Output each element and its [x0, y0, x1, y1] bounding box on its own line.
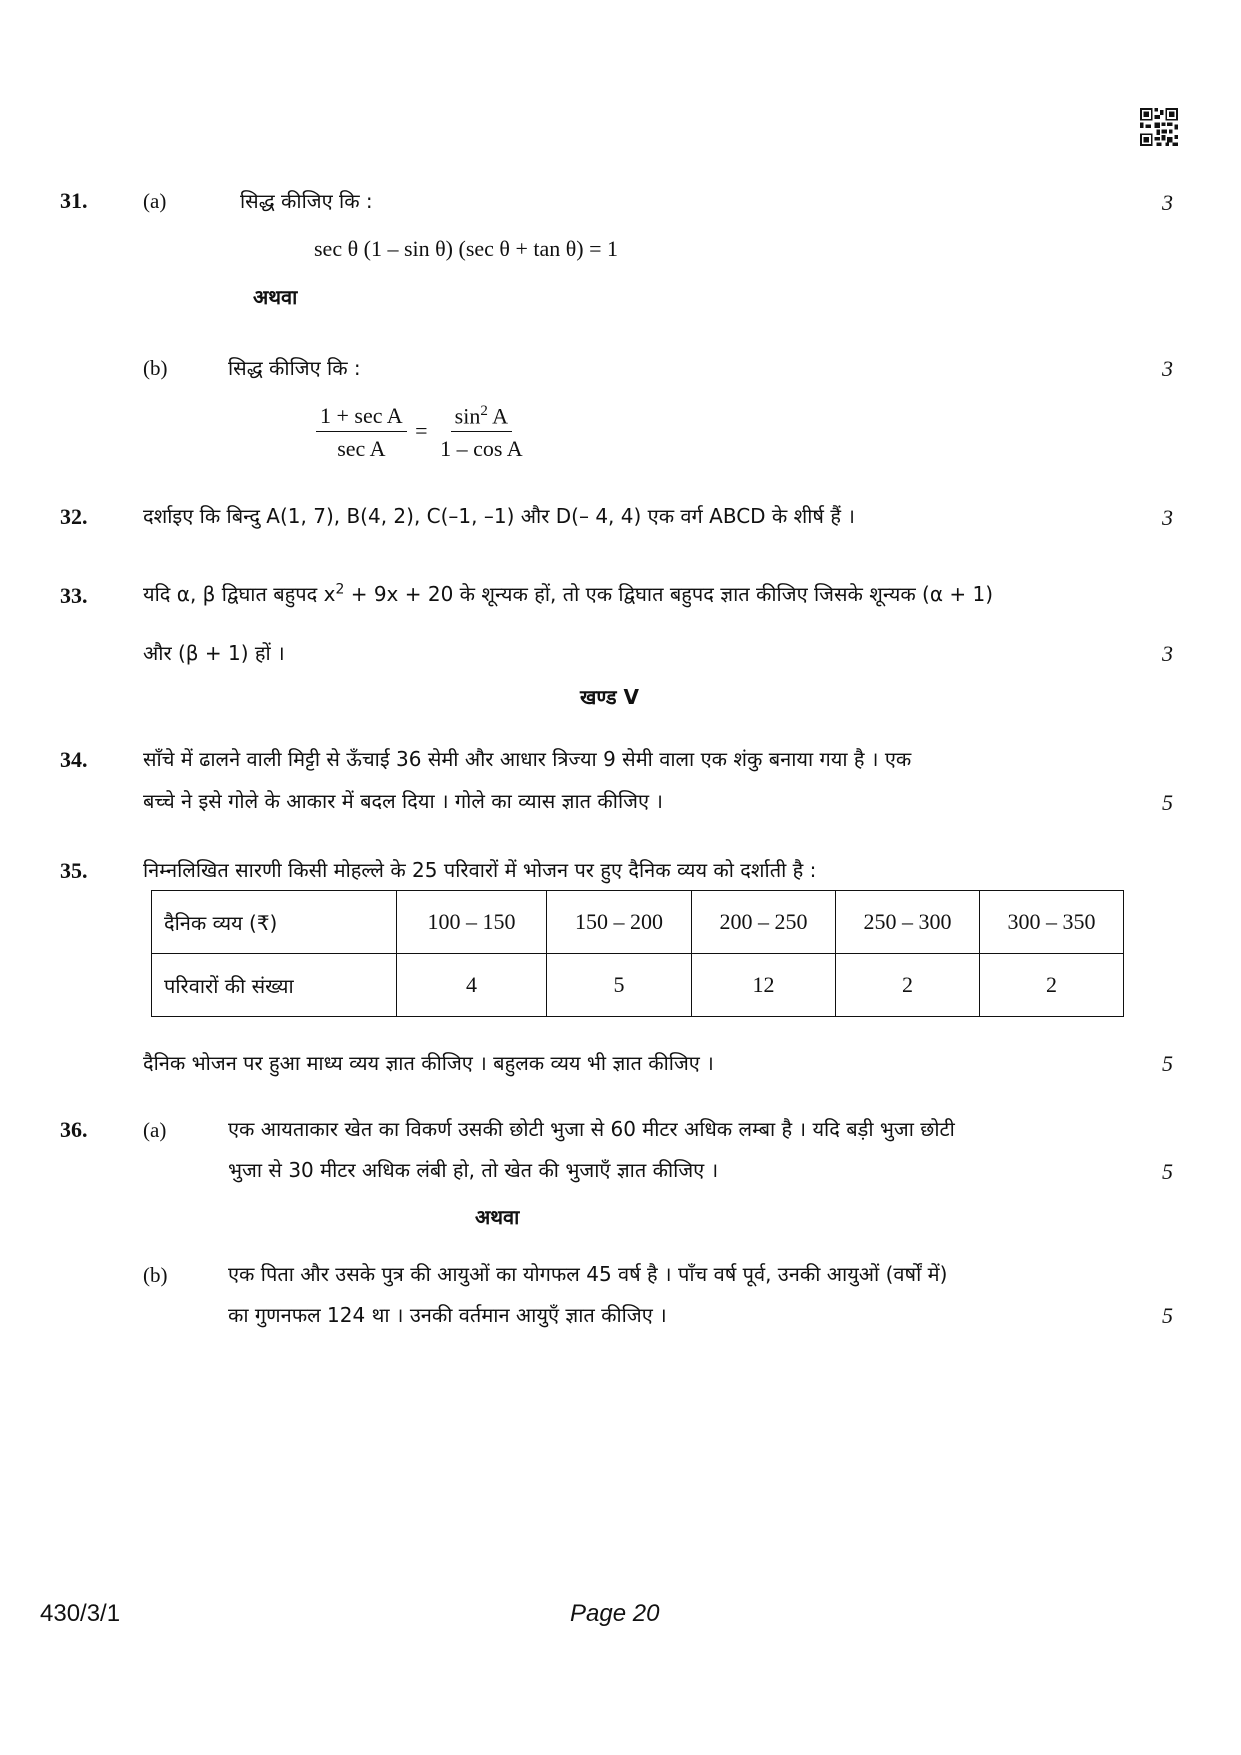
marks: 5	[1162, 790, 1173, 815]
question-text: का गुणनफल 124 था । उनकी वर्तमान आयुएँ ज्ञात कीजिए ।	[228, 1303, 667, 1327]
question-text: एक पिता और उसके पुत्र की आयुओं का योगफल 45 वर्ष है । पाँच वर्ष पूर्व, उनकी आयुओं (वर्षों में)	[228, 1262, 948, 1286]
sub-label-a: (a)	[143, 189, 167, 213]
qr-code	[1140, 108, 1178, 152]
question-text: निम्नलिखित सारणी किसी मोहल्ले के 25 परिवारों में भोजन पर हुए दैनिक व्यय को दर्शाती है :	[143, 858, 817, 882]
marks: 5	[1162, 1303, 1173, 1328]
or-label: अथवा	[475, 1205, 520, 1229]
table-cell: 12	[692, 954, 836, 1017]
question-number: 35.	[60, 858, 88, 883]
equation: sec θ (1 – sin θ) (sec θ + tan θ) = 1	[314, 236, 619, 261]
sub-label-b: (b)	[143, 1263, 168, 1287]
rhs-numerator: $\sin^2 A$	[451, 403, 512, 432]
row-header: परिवारों की संख्या	[152, 954, 397, 1017]
row-header: दैनिक व्यय (₹)	[152, 891, 397, 954]
marks: 3	[1162, 190, 1173, 215]
sub-label-b: (b)	[143, 356, 168, 380]
table-cell: 250 – 300	[836, 891, 980, 954]
section-title: खण्ड V	[580, 685, 640, 709]
table-cell: 2	[836, 954, 980, 1017]
question-number: 33.	[60, 583, 88, 608]
marks: 3	[1162, 356, 1173, 381]
rhs-fraction	[436, 403, 527, 462]
table-cell: 2	[980, 954, 1124, 1017]
question-text: एक आयताकार खेत का विकर्ण उसकी छोटी भुजा से 60 मीटर अधिक लम्बा है । यदि बड़ी भुजा छोटी	[228, 1117, 955, 1141]
marks: 5	[1162, 1159, 1173, 1184]
question-text: दर्शाइए कि बिन्दु A(1, 7), B(4, 2), C(–1, –1) और D(– 4, 4) एक वर्ग ABCD के शीर्ष हैं ।	[143, 504, 855, 528]
paper-code: 430/3/1	[40, 1600, 121, 1627]
or-label: अथवा	[253, 285, 298, 309]
question-number: 36.	[60, 1117, 88, 1142]
question-number: 31.	[60, 188, 88, 213]
lhs-denominator: sec A	[337, 436, 386, 462]
table-row	[152, 954, 1124, 1017]
question-text: साँचे में ढालने वाली मिट्टी से ऊँचाई 36 सेमी और आधार त्रिज्या 9 सेमी वाला एक शंकु बनाया गया है । एक	[143, 747, 912, 771]
table-cell: 300 – 350	[980, 891, 1124, 954]
table-cell: 100 – 150	[397, 891, 547, 954]
table-cell: 200 – 250	[692, 891, 836, 954]
question-number: 32.	[60, 504, 88, 529]
page-number: Page 20	[570, 1600, 660, 1627]
rhs-denominator: 1 – cos A	[440, 436, 523, 462]
expenditure-table	[151, 890, 1124, 1017]
table-cell: 150 – 200	[547, 891, 692, 954]
table-row	[152, 891, 1124, 954]
equals-sign: =	[415, 417, 428, 443]
lhs-fraction	[316, 403, 407, 462]
marks: 3	[1162, 505, 1173, 530]
marks: 5	[1162, 1051, 1173, 1076]
sub-label-a: (a)	[143, 1118, 167, 1142]
question-text: सिद्ध कीजिए कि :	[240, 189, 373, 213]
question-number: 34.	[60, 747, 88, 772]
question-text: और (β + 1) हों ।	[143, 641, 285, 665]
question-text: यदि α, β द्विघात बहुपद $x^2 + 9x + 20$ के शून्यक हों, तो एक द्विघात बहुपद ज्ञात कीजिए जिसके शून्यक (α + 1)	[143, 581, 994, 606]
question-text: दैनिक भोजन पर हुआ माध्य व्यय ज्ञात कीजिए । बहुलक व्यय भी ज्ञात कीजिए ।	[143, 1051, 714, 1075]
question-text: सिद्ध कीजिए कि :	[228, 356, 361, 380]
marks: 3	[1162, 641, 1173, 666]
lhs-numerator: 1 + sec A	[316, 403, 407, 432]
table-cell: 4	[397, 954, 547, 1017]
table-cell: 5	[547, 954, 692, 1017]
fraction-equation	[316, 403, 527, 462]
question-text: बच्चे ने इसे गोले के आकार में बदल दिया । गोले का व्यास ज्ञात कीजिए ।	[143, 789, 663, 813]
question-text: भुजा से 30 मीटर अधिक लंबी हो, तो खेत की भुजाएँ ज्ञात कीजिए ।	[228, 1158, 719, 1182]
